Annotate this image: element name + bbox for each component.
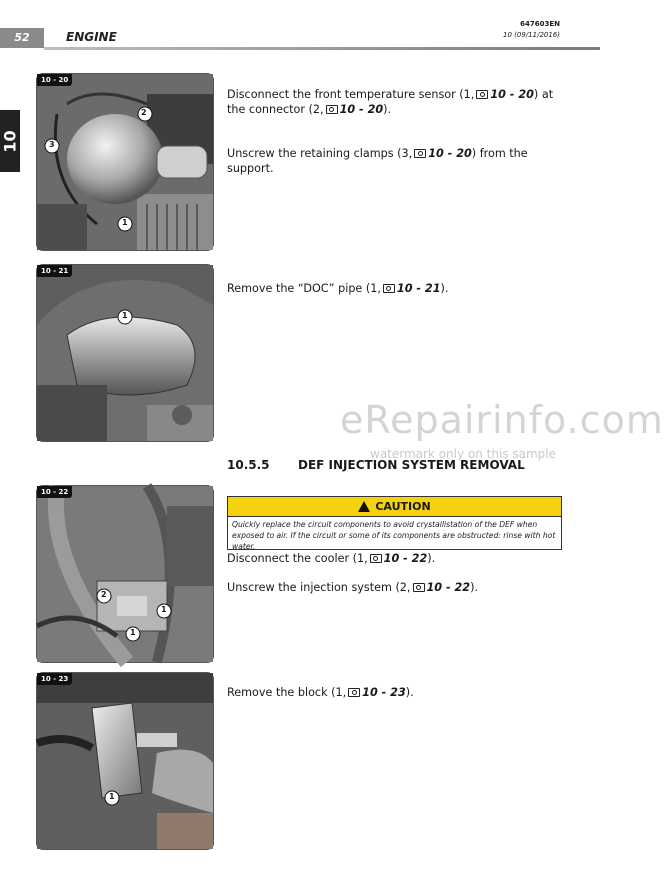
section-number: 10.5.5 (227, 458, 270, 472)
step-remove-block (227, 685, 567, 700)
page-number: 52 (0, 28, 44, 48)
warning-icon (358, 501, 370, 512)
callout-2: 2 (141, 108, 147, 117)
figure-ref[interactable]: 10 - 20 (339, 103, 384, 116)
figure-ref[interactable]: 10 - 20 (490, 88, 534, 101)
figure-10-22-callouts (37, 486, 213, 662)
figure-ref[interactable]: 10 - 23 (362, 686, 406, 699)
chapter-tab (0, 110, 20, 172)
section-title: ENGINE (66, 30, 117, 44)
camera-icon (348, 688, 360, 697)
figure-label: 10 - 23 (37, 673, 72, 685)
camera-icon (370, 554, 382, 563)
figure-label: 10 - 20 (37, 74, 72, 86)
callout-1: 1 (122, 311, 128, 320)
camera-icon (476, 90, 488, 99)
doc-code: 647603EN (520, 20, 560, 28)
figure-10-21 (36, 264, 214, 442)
callout-1: 1 (109, 792, 115, 801)
caution-header (228, 497, 561, 517)
section-heading: DEF INJECTION SYSTEM REMOVAL (298, 458, 525, 472)
header-rule (44, 47, 600, 50)
step-text: ). (440, 282, 449, 295)
watermark: eRepairinfo.com (340, 398, 664, 442)
step-text: ) at the connector (2, (227, 88, 554, 116)
camera-icon (326, 105, 338, 114)
figure-label: 10 - 21 (37, 265, 72, 277)
figure-10-23-callouts (37, 673, 213, 849)
figure-10-20 (36, 73, 214, 251)
step-unscrew-clamps (227, 146, 567, 176)
callout-2: 2 (101, 590, 107, 599)
revision-date: 10 (09/11/2016) (503, 31, 560, 39)
caution-text: Quickly replace the circuit components to avoid crystallistation of the DEF when exposed to air. If the circuit or some of its components are obstructed: rinse with hot water. (232, 520, 556, 551)
step-text: Remove the “DOC” pipe (1, (227, 282, 381, 295)
figure-10-23 (36, 672, 214, 850)
callout-1: 1 (122, 218, 128, 227)
step-text: ) from the support. (227, 147, 528, 175)
caution-box (227, 496, 562, 550)
callout-1-b: 1 (130, 628, 136, 637)
step-unscrew-injection (227, 580, 567, 595)
figure-ref[interactable]: 10 - 21 (396, 282, 441, 295)
step-text: Unscrew the injection system (2, (227, 581, 411, 594)
step-disconnect-cooler (227, 551, 567, 566)
figure-label: 10 - 22 (37, 486, 72, 498)
caution-title: CAUTION (375, 500, 431, 513)
camera-icon (413, 583, 425, 592)
step-text: ). (383, 103, 392, 116)
watermark-sub: watermark only on this sample (370, 447, 557, 461)
callout-3: 3 (49, 140, 55, 149)
step-text: ). (405, 686, 414, 699)
figure-10-21-callouts (37, 265, 213, 441)
step-text: ). (427, 552, 436, 565)
camera-icon (383, 284, 395, 293)
callout-1: 1 (161, 605, 167, 614)
step-text: Disconnect the front temperature sensor (1, (227, 88, 475, 101)
chapter-tab-label: 10 (0, 129, 20, 153)
step-text: Remove the block (1, (227, 686, 347, 699)
step-remove-doc-pipe (227, 281, 567, 296)
figure-ref[interactable]: 10 - 20 (428, 147, 472, 160)
figure-ref[interactable]: 10 - 22 (383, 552, 428, 565)
step-text: ). (470, 581, 478, 594)
figure-ref[interactable]: 10 - 22 (426, 581, 471, 594)
step-text: Unscrew the retaining clamps (3, (227, 147, 413, 160)
camera-icon (414, 149, 426, 158)
figure-10-22 (36, 485, 214, 663)
step-text: Disconnect the cooler (1, (227, 552, 368, 565)
step-disconnect-sensor (227, 87, 567, 117)
